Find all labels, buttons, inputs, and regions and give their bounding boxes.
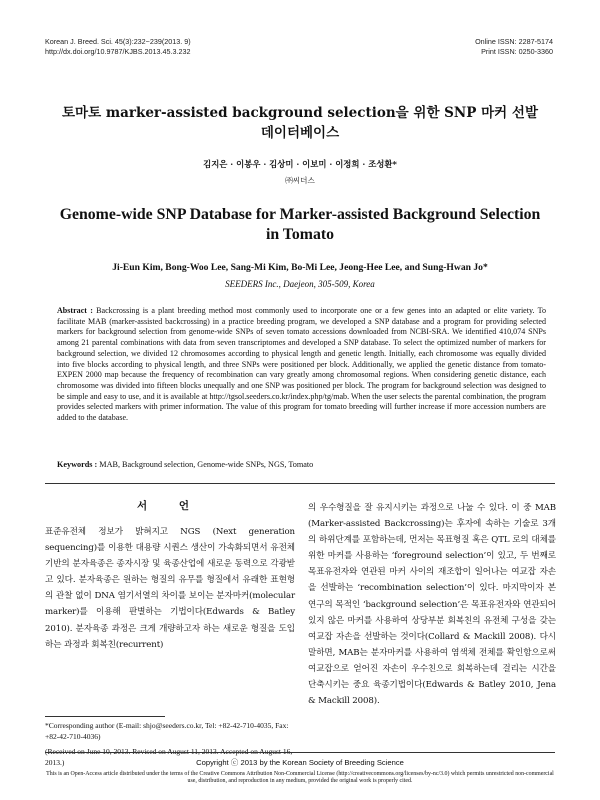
journal-citation: Korean J. Breed. Sci. 45(3):232~239(2013. 9): [45, 37, 191, 46]
intro-right-column: 의 우수형질을 잘 유지시키는 과정으로 나눌 수 있다. 이 중 MAB (Marker-assisted Backcrossing)는 후자에 속하는 기술로 3개의 하위단계를 포함하는데, 먼저는 목표형질 혹은 QTL 로의 대체를 위한 마커를 사용하는 ‘foreground selection’이 있고, 두 번째로 목표유전자와 연관된 마커 사이의 재조합이 일어나는 여교잡 자손을 선발하는 ‘recombination selection’이 있다. 마지막이자 본 연구의 목적인 ‘background selection’은 목표유전자와 연관되어 있지 않은 마커를 사용하여 상당부분 회복친의 유전체 구성을 갖는 여교잡 자손을 선발하는 것이다(Collard & Mackill 2008). 다시 말하면, MAB는 분자마커를 사용하여 염색체 전체를 확인함으로써 여교잡으로 얻어진 자손이 우수친으로 회복하는데 걸리는 시간을 단축시키는 중요 육종기법이다(Edwards & Batley 2010, Jena & Mackill 2008).: [308, 503, 556, 707]
online-issn: Online ISSN: 2287-5174: [475, 37, 553, 46]
received-dates: (Received on June 10, 2013. Revised on August 11, 2013. Accepted on August 16, 2013.): [45, 747, 293, 767]
footer-divider: [45, 752, 555, 753]
english-title: [55, 205, 545, 245]
korean-authors: 김지은 · 이봉우 · 김상미 · 이보미 · 이정희 · 조성환*: [203, 159, 397, 169]
keywords-text: MAB, Background selection, Genome-wide SNPs, NGS, Tomato: [99, 460, 314, 469]
korean-title-line1: 토마토 marker-assisted background selection을 위한 SNP 마커 선발: [62, 105, 538, 121]
doi-link[interactable]: http://dx.doi.org/10.9787/KJBS.2013.45.3.232: [45, 47, 191, 56]
korean-title: [40, 103, 560, 143]
english-authors: Ji-Eun Kim, Bong-Woo Lee, Sang-Mi Kim, Bo-Mi Lee, Jeong-Hee Lee, and Sung-Hwan Jo*: [112, 262, 488, 273]
introduction-heading: 서 언: [137, 500, 203, 512]
section-divider: [45, 483, 555, 484]
issn-header: [475, 37, 553, 57]
corresponding-author: *Corresponding author (E-mail: shjo@seeders.co.kr, Tel: +82-42-710-4035, Fax: +82-42-710-4036): [45, 721, 289, 741]
print-issn: Print ISSN: 0250-3360: [481, 47, 553, 56]
keywords-label: Keywords :: [57, 460, 98, 469]
korean-affiliation: ㈜씨더스: [285, 176, 315, 185]
english-title-line1: Genome-wide SNP Database for Marker-assisted Background Selection: [59, 206, 541, 223]
keywords: [57, 460, 313, 469]
abstract-label: Abstract :: [57, 306, 93, 315]
english-title-line2: in Tomato: [265, 226, 335, 243]
korean-title-line2: 데이터베이스: [260, 125, 340, 141]
journal-header: [45, 37, 191, 57]
footnote-divider: [45, 716, 165, 717]
abstract-text: Backcrossing is a plant breeding method most commonly used to incorporate one or a few genes into an adapted or elite variety. To facilitate MAB (marker-assisted backcrossing) in a practice breeding program, we developed a SNP database and a program for providing selected markers for background selection from genome-wide SNPs of seven tomato accessions downloaded from NCBI-SRA. We identified 410,074 SNPs among 21 parental combinations with data from seven transcriptomes and developed a SNP database. To select the optimized number of markers for background selection, we divided 12 chromosomes according to physical length and genetic length. Initially, each chromosome was equally divided into five blocks according to physical length, and three SNPs were positioned per block. Additionally, we applied the genetic distance from tomato-EXPEN 2000 map because the frequency of recombination can vary greatly among chromosomal regions. When considering genetic distance, each chromosome was divided into fifteen blocks unequally and one SNP was positioned per block. The program for background selection was designed to be simple and easy to use, and it is available at http://tgsol.seeders.co.kr/index.php/tg/mab. When the user selects the parental combination, the program provides selected markers with primer information. The value of this program for tomato breeding will further increase if more accession numbers are added to the database.: [57, 306, 547, 423]
english-affiliation: SEEDERS Inc., Daejeon, 305-509, Korea: [225, 279, 375, 289]
intro-left-column: 표준유전체 정보가 밝혀지고 NGS (Next generation sequencing)를 이용한 대용량 시퀀스 생산이 가속화되면서 유전체 기반의 분자육종은 종자시장 및 육종산업에 새로운 동력으로 각광받고 있다. 분자육종은 원하는 형질의 유무를 형질에서 유래한 표현형의 관찰 없이 DNA 염기서열의 차이를 보이는 분자마커(molecular marker)를 이용해 판별하는 기법이다(Edwards & Batley 2010). 분자육종 과정은 크게 개량하고자 하는 새로운 형질을 도입하는 과정과 회복친(recurrent): [45, 527, 295, 650]
license-notice: This is an Open-Access article distributed under the terms of the Creative Commons Attribution Non-Commercial License (http://creativecommons.org/licenses/by-nc/3.0) which permits unrestricted non-commercial use, distribution, and reproduction in any medium, provided the original work is properly cited.: [46, 771, 554, 785]
abstract: [57, 306, 546, 424]
copyright: Copyright ⓒ 2013 by the Korean Society of Breeding Science: [196, 758, 404, 767]
